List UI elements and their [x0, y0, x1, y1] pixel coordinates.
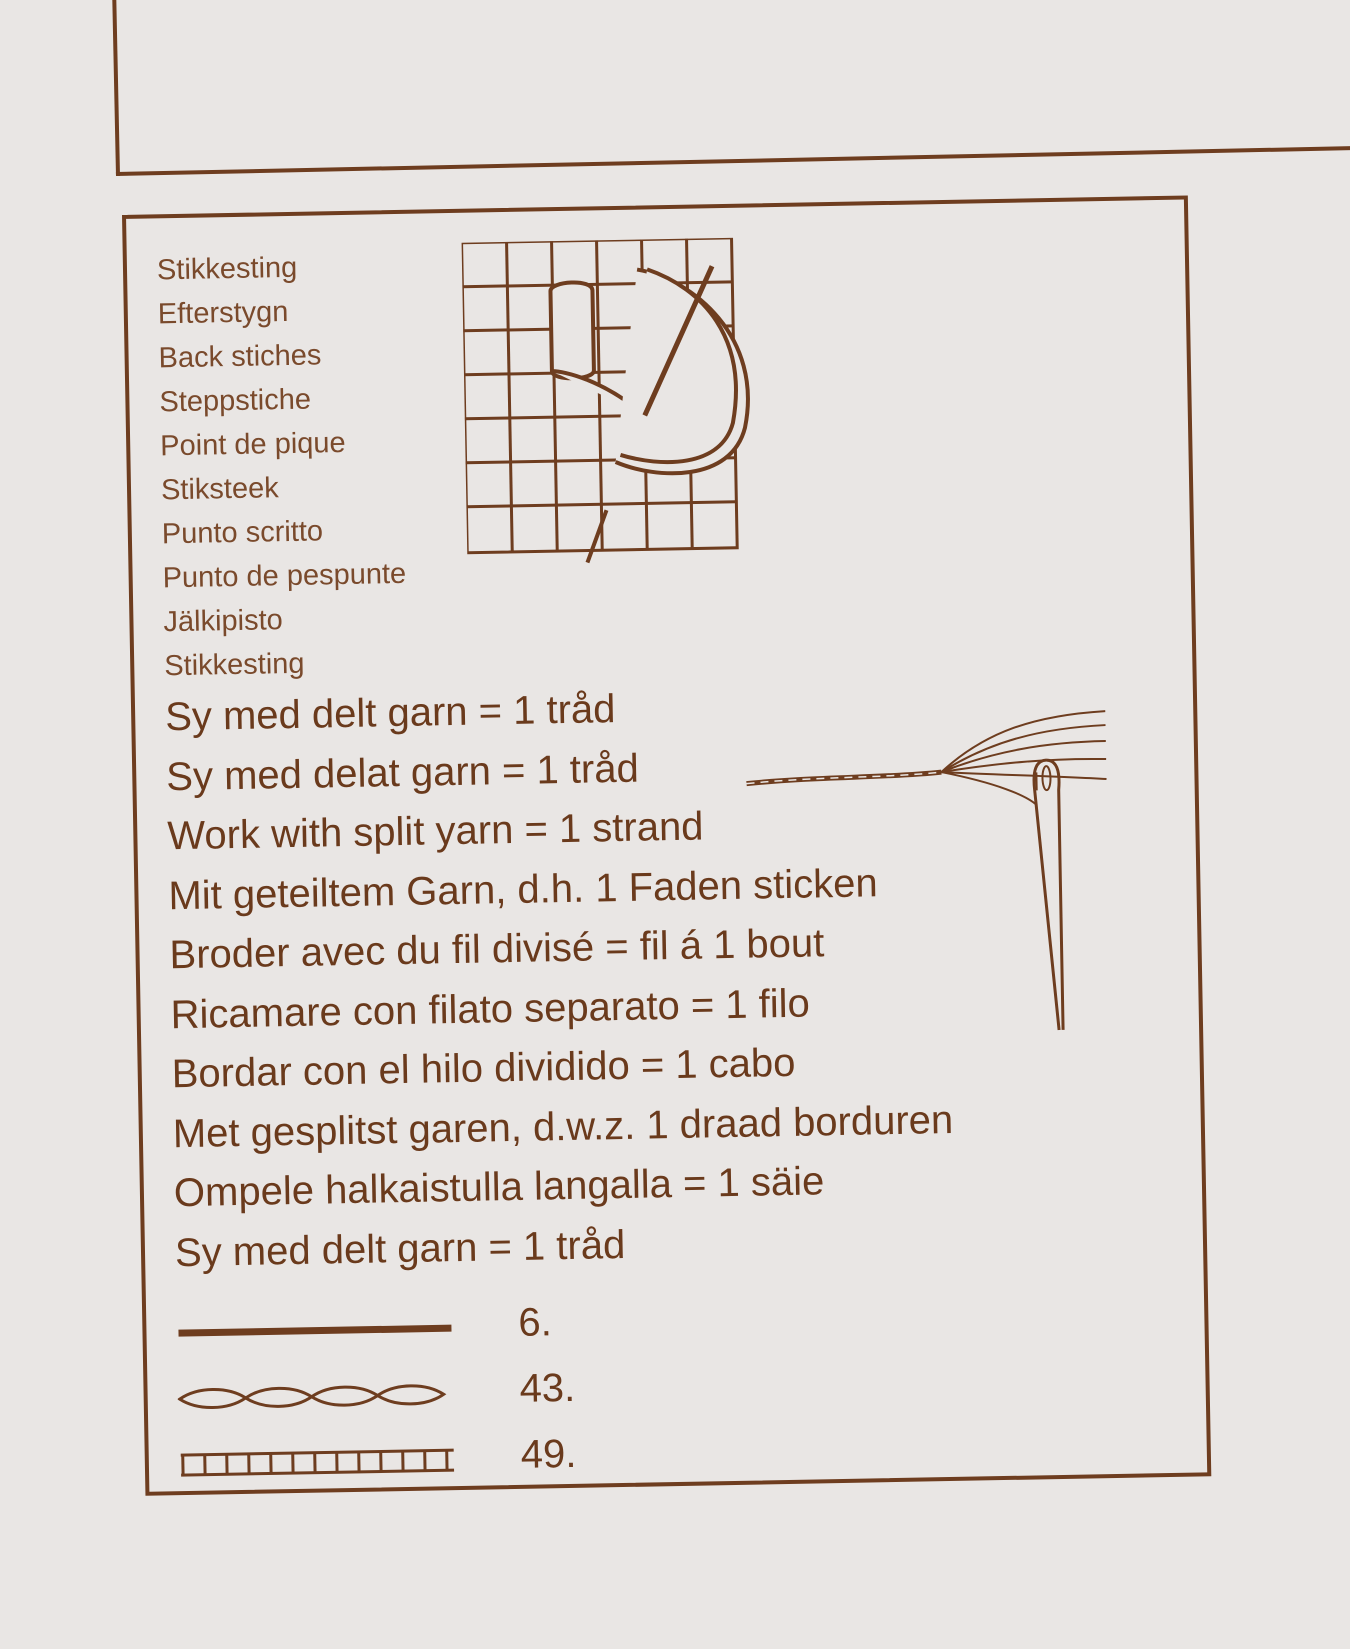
key-row: [176, 1300, 553, 1369]
key-row: [178, 1431, 577, 1501]
instruction-line: Ompele halkaistulla langalla = 1 säie: [173, 1159, 825, 1216]
stitch-legend-box: [122, 195, 1211, 1495]
stitch-name: Stikkesting: [163, 647, 305, 683]
stitch-name: Steppstiche: [159, 383, 312, 419]
key-row: [177, 1365, 576, 1435]
solid-line-icon: [176, 1298, 457, 1363]
instruction-line: Sy med delat garn = 1 tråd: [165, 746, 640, 799]
instruction-line: Mit geteiltem Garn, d.h. 1 Faden sticken: [168, 860, 878, 918]
instruction-line: Broder avec du fil divisé = fil á 1 bout: [169, 921, 825, 978]
instruction-line: Sy med delt garn = 1 tråd: [164, 687, 616, 740]
stitch-name: Jälkipisto: [163, 604, 284, 639]
split-yarn-needle-icon: [735, 689, 1142, 1056]
instruction-line: Bordar con el hilo dividido = 1 cabo: [171, 1040, 796, 1097]
back-stitch-diagram-icon: [462, 237, 789, 603]
stitch-name: Stikkesting: [156, 251, 298, 287]
stitch-name: Point de pique: [159, 426, 346, 463]
key-number: 43.: [519, 1365, 576, 1411]
stitch-key: [176, 1300, 577, 1501]
stitch-name: Back stiches: [158, 339, 322, 375]
ladder-line-icon: [178, 1430, 459, 1495]
instruction-line: Met gesplitst garen, d.w.z. 1 draad borduren: [172, 1097, 954, 1156]
key-number: 49.: [520, 1431, 577, 1477]
stitch-name: Stiksteek: [160, 472, 279, 507]
stitch-name: Punto de pespunte: [162, 557, 407, 595]
stitch-name: Punto scritto: [161, 515, 324, 551]
key-number: 6.: [517, 1300, 553, 1345]
upper-frame: [112, 0, 1350, 176]
stitch-name-list: [157, 244, 409, 688]
chain-line-icon: [177, 1364, 458, 1429]
instruction-line: Work with split yarn = 1 strand: [166, 804, 704, 859]
stitch-name: Efterstygn: [157, 295, 289, 331]
instruction-line: Sy med delt garn = 1 tråd: [174, 1222, 626, 1275]
instruction-line: Ricamare con filato separato = 1 filo: [170, 981, 811, 1037]
